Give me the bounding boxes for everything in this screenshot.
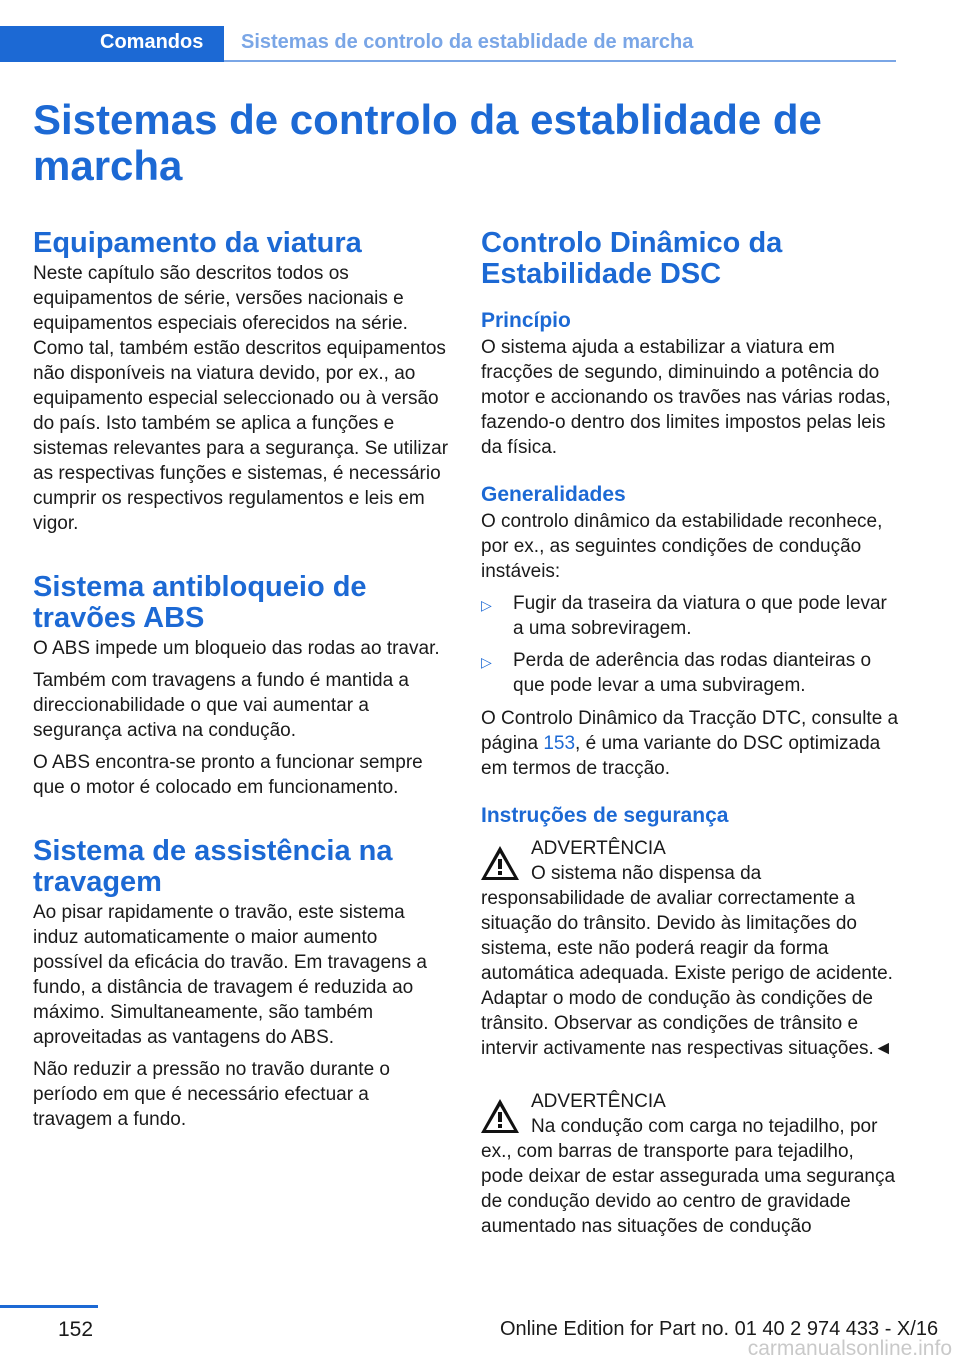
paragraph: Também com travagens a fundo é mantida a direccionabilidade o que vai aumentar a segurança activa na condução. [33, 670, 409, 741]
list-item-text: Perda de aderência das rodas dianteiras o que pode levar a uma subviragem. [513, 650, 872, 696]
section-title-assistencia: Sistema de assistência na travagem [33, 835, 393, 898]
header-tab[interactable] [0, 26, 224, 62]
list-item [481, 591, 899, 641]
warning-block [481, 1089, 899, 1239]
bullet-list [481, 591, 899, 698]
section-title-abs: Sistema antibloqueio de travões ABS [33, 571, 367, 634]
paragraph: O controlo dinâmico da estabilidade reconhece, por ex., as seguintes condições de condução instáveis: [481, 511, 883, 582]
paragraph: O ABS impede um bloqueio das rodas ao travar. [33, 638, 440, 659]
warning-title: ADVERTÊNCIA [531, 1091, 666, 1112]
header-divider [224, 60, 896, 62]
page-title: Sistemas de controlo da establidade de marcha [33, 96, 822, 189]
warning-triangle-icon [479, 1097, 521, 1142]
right-column [481, 228, 899, 1239]
subsection-title-generalidades: Generalidades [481, 483, 626, 506]
paragraph: Neste capítulo são descritos todos os equipamentos de série, versões nacionais e equipamentos especiais oferecidos na série. Como tal, também estão descritos equipamentos não disponíveis na viatura devido, por ex., ao equipamento especial seleccionado ou à versão do país. Isto também se aplica a funções e sistemas relevantes para a segurança. Se utilizar as respectivas funções e sistemas, é necessário cumprir os respectivos regulamentos e leis em vigor. [33, 263, 449, 534]
warning-block [481, 836, 899, 1061]
page-link[interactable]: 153 [543, 733, 576, 754]
list-item-text: Fugir da traseira da viatura o que pode levar a uma sobreviragem. [513, 593, 887, 639]
warning-text: Na condução com carga no tejadilho, por ex., com barras de transporte para tejadilho, pode deixar de estar assegurada uma segurança de condução devido ao centro de gravidade aumentado nas situações de condução [481, 1116, 896, 1237]
left-column [33, 228, 451, 1139]
list-item [481, 648, 899, 698]
warning-triangle-icon [479, 844, 521, 889]
paragraph: Não reduzir a pressão no travão durante o período em que é necessário efectuar a travagem a fundo. [33, 1059, 390, 1130]
warning-text: O sistema não dispensa da responsabilidade de avaliar correctamente a situação do trânsito. Devido às limitações do sistema, este não poderá reagir da forma automática adequada. Existe perigo de acidente. Adaptar o modo de condução às condições de trânsito. Observar as condições de trânsito e intervir activamente nas respectivas situações.◄ [481, 863, 893, 1059]
paragraph: O sistema ajuda a estabilizar a viatura em fracções de segundo, diminuindo a potência do motor e accionando os travões nas várias rodas, fazendo-o dentro dos limites impostos pelas leis da física. [481, 337, 891, 458]
page-number-rule [0, 1305, 98, 1308]
page-number: 152 [58, 1318, 94, 1341]
section-title-dsc: Controlo Dinâmico da Estabilidade DSC [481, 227, 783, 290]
paragraph: O ABS encontra-se pronto a funcionar sempre que o motor é colocado em funcionamento. [33, 752, 423, 798]
header-tab-label: Comandos [100, 31, 204, 53]
edition-footer: Online Edition for Part no. 01 40 2 974 433 - X/16 [500, 1318, 939, 1340]
header-section-title: Sistemas de controlo da establidade de marcha [241, 31, 694, 53]
subsection-title-principio: Princípio [481, 309, 571, 332]
paragraph: Ao pisar rapidamente o travão, este sistema induz automaticamente o maior aumento possível da eficácia do travão. Em travagens a fundo, a distância de travagem é reduzida ao máximo. Simultaneamente, são também aproveitadas as vantagens do ABS. [33, 902, 427, 1048]
paragraph [481, 706, 899, 781]
watermark: carmanualsonline.info [747, 1337, 952, 1360]
triangle-bullet-icon: ▷ [481, 597, 492, 613]
subsection-title-seguranca: Instruções de segurança [481, 804, 729, 827]
paragraph-text: O Controlo Dinâmico da Tracção DTC, consulte a página [481, 708, 899, 754]
paragraph-text: , é uma variante do DSC optimizada em termos de tracção. [481, 733, 881, 779]
section-title-equipamento: Equipamento da viatura [33, 227, 362, 259]
warning-title: ADVERTÊNCIA [531, 838, 666, 859]
triangle-bullet-icon: ▷ [481, 654, 492, 670]
